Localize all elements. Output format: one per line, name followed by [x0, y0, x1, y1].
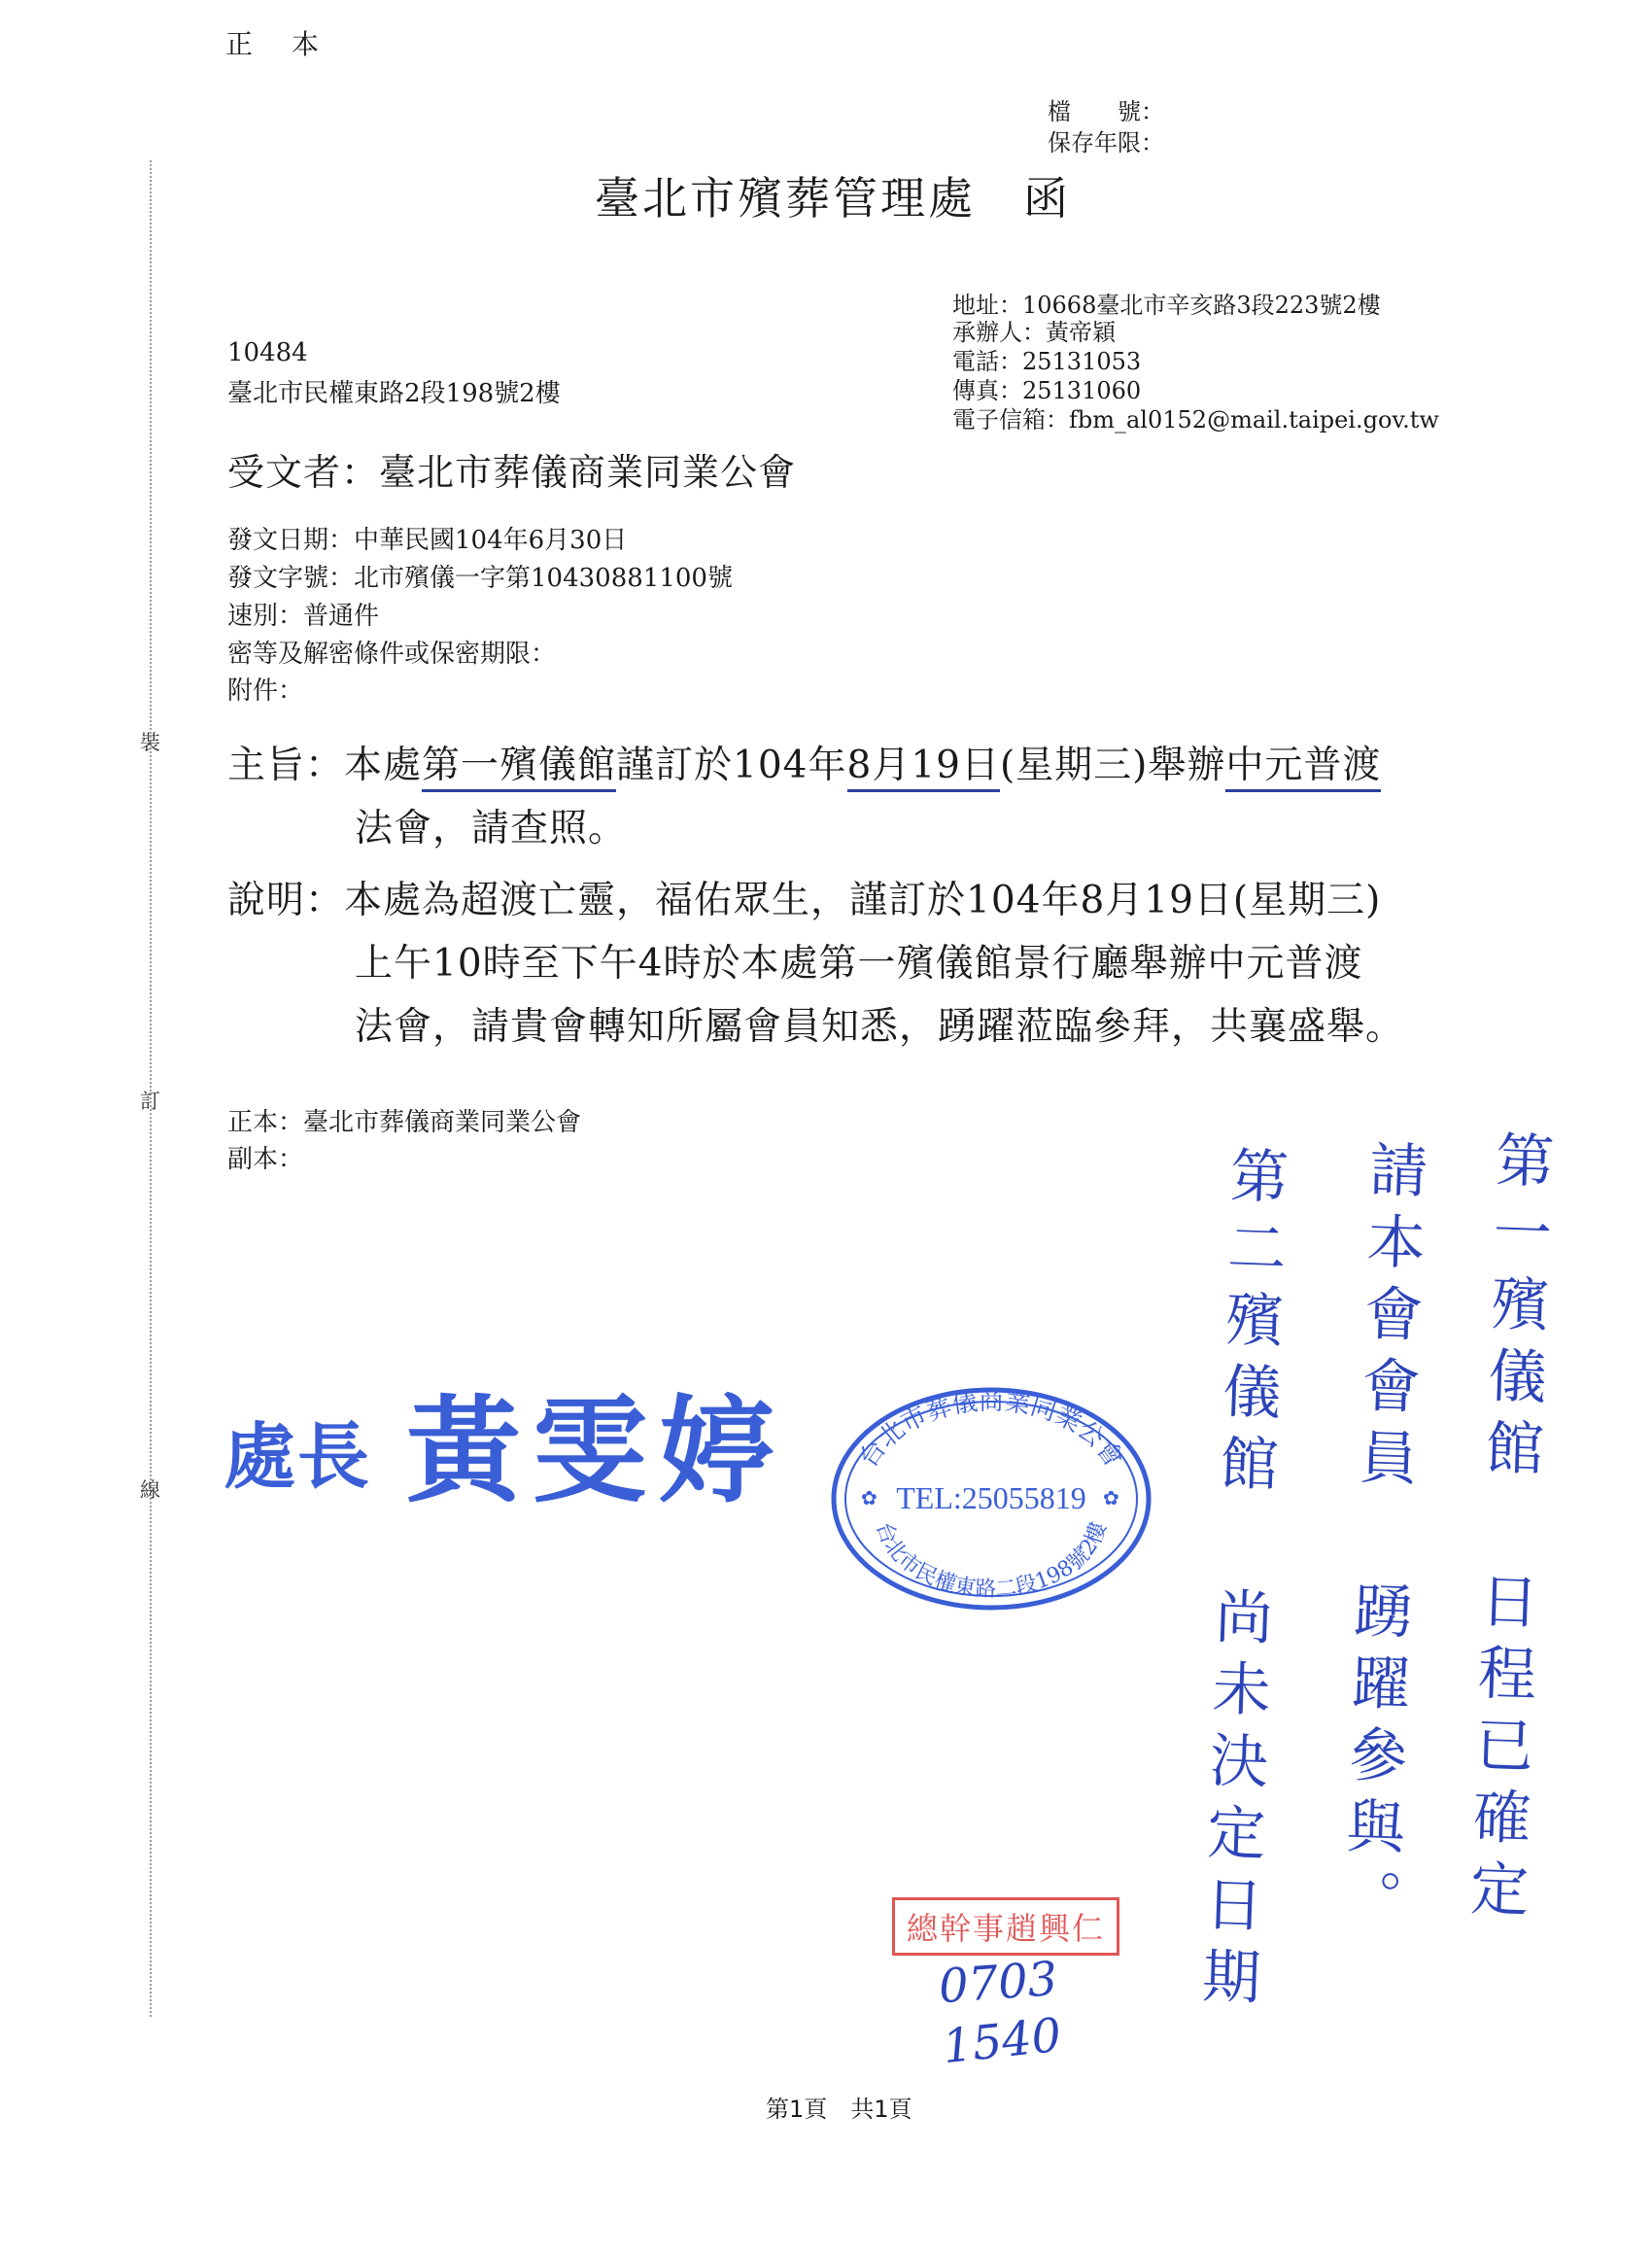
explanation-line-3: 法會，請貴會轉知所屬會員知悉，踴躍蒞臨參拜，共襄盛舉。 [355, 1005, 1405, 1049]
subject-line-2: 法會，請查照。 [355, 807, 628, 850]
director-title-stamp: 處長 [224, 1415, 371, 1499]
association-seal [826, 1380, 1156, 1613]
seal-flower-icon: ✿ [1103, 1486, 1119, 1509]
subject-text: (星期三)舉辦 [999, 744, 1226, 787]
subject-text: 本處 [344, 744, 423, 787]
handwritten-time: 1540 [940, 2007, 1064, 2075]
seal-top-text: 台北市葬儀商業同業公會 [853, 1387, 1129, 1474]
subject-highlight-venue: 第一殯儀館 [422, 744, 616, 792]
handwritten-note-column-2: 請本會會員 踴躍參與。 [1332, 1138, 1429, 1942]
retention-label: 保存年限： [1048, 129, 1164, 156]
binding-mark-top: 裝 [140, 731, 160, 754]
explanation-line-2: 上午10時至下午4時於本處第一殯儀館景行廳舉辦中元普渡 [355, 942, 1363, 986]
handwritten-date: 0703 [937, 1951, 1059, 2015]
receiver: 受文者：臺北市葬儀商業同業公會 [227, 451, 797, 494]
binding-mark-middle: 訂 [140, 1090, 160, 1113]
sender-handler: 承辦人：黃帝穎 [952, 319, 1116, 346]
explanation-line-1 [227, 870, 1381, 924]
director-name-stamp: 黃雯婷 [406, 1383, 786, 1518]
page-footer: 第1頁 共1頁 [766, 2096, 912, 2123]
seal-flower-icon: ✿ [861, 1486, 878, 1509]
copy-mark: 正 本 [225, 28, 326, 60]
file-number-label: 檔 號： [1048, 98, 1164, 125]
binding-mark-bottom: 線 [140, 1478, 160, 1502]
security-level: 密等及解密條件或保密期限： [227, 640, 557, 669]
subject-highlight-date: 8月19日 [847, 744, 1000, 792]
sender-phone: 電話：25131053 [952, 348, 1142, 375]
sender-fax: 傳真：25131060 [952, 377, 1142, 404]
explanation-text: 本處為超渡亡靈，福佑眾生，謹訂於104年8月19日(星期三) [344, 879, 1382, 922]
handwritten-note-column-1: 第一殯儀館 日程已確定 [1459, 1128, 1556, 1932]
issue-date: 發文日期：中華民國104年6月30日 [227, 526, 628, 555]
explanation-label: 說明： [227, 879, 345, 922]
seal-bottom-text: 台北市民權東路二段198號2樓 [871, 1518, 1112, 1603]
subject-text: 謹訂於104年 [616, 744, 847, 787]
document-number: 發文字號：北市殯儀一字第10430881100號 [227, 564, 733, 593]
received-stamp: 總幹事趙興仁 [892, 1897, 1119, 1956]
handwritten-note-column-3: 第二殯儀館 尚未決定日期 [1190, 1144, 1291, 2020]
subject-label: 主旨： [227, 744, 345, 787]
attachment: 附件： [227, 676, 304, 706]
seal-tel: TEL:25055819 [896, 1480, 1086, 1515]
sender-address: 地址：10668臺北市辛亥路3段223號2樓 [952, 292, 1381, 319]
sender-email: 電子信箱：fbm_al0152@mail.taipei.gov.tw [952, 406, 1439, 434]
subject-line-1 [227, 735, 1381, 789]
page-title: 臺北市殯葬管理處 函 [595, 172, 1071, 225]
delivery-speed: 速別：普通件 [227, 602, 380, 631]
distribution-copy: 副本： [227, 1145, 304, 1174]
distribution-original: 正本：臺北市葬儀商業同業公會 [227, 1108, 582, 1137]
subject-highlight-event: 中元普渡 [1225, 744, 1381, 792]
recipient-address: 臺北市民權東路2段198號2樓 [227, 379, 561, 408]
recipient-postal-code: 10484 [227, 338, 308, 367]
